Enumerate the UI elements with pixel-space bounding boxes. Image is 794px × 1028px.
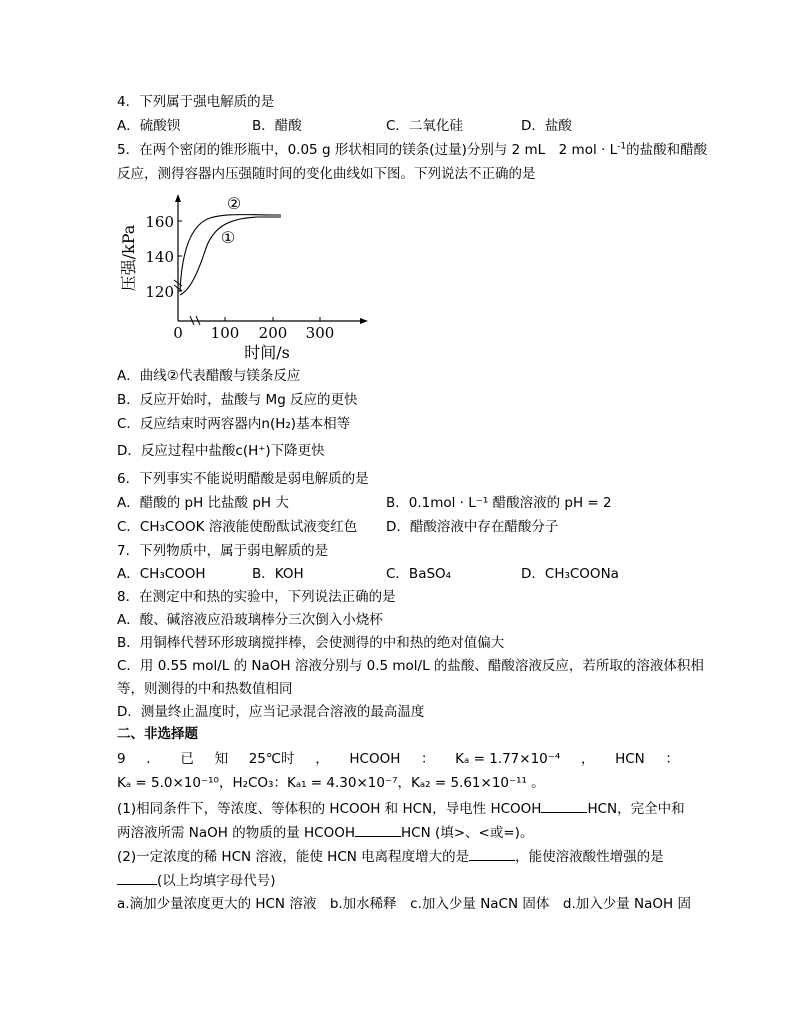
q6-option-a: A．醋酸的 pH 比盐酸 pH 大 xyxy=(117,495,289,511)
q9-p2-text-c: (以上均填字母代号) xyxy=(157,873,276,889)
q9-p2-text-b: ，能使溶液酸性增强的是 xyxy=(515,849,664,865)
y-tick-label-120: 120 xyxy=(145,283,174,301)
answer-blank-2[interactable] xyxy=(355,822,401,837)
q4-option-a: A．硫酸钡 xyxy=(117,118,181,134)
q9-part1-line2 xyxy=(117,822,533,843)
q4-option-d: D．盐酸 xyxy=(521,118,572,134)
q5-stem-line2: 反应，测得容器内压强随时间的变化曲线如下图。下列说法不正确的是 xyxy=(117,166,536,182)
q9-line2: Kₐ = 5.0×10⁻¹⁰，H₂CO₃：Kₐ₁ = 4.30×10⁻⁷，Kₐ₂ = 5.61×10⁻¹¹ 。 xyxy=(117,775,545,791)
q9-w9: ， xyxy=(580,751,595,767)
q9-part1-line1 xyxy=(117,798,685,819)
y-tick-label-140: 140 xyxy=(145,248,174,266)
q4-option-b: B．醋酸 xyxy=(252,118,302,134)
answer-blank-3[interactable] xyxy=(469,846,515,861)
q9-w5: ， xyxy=(315,751,329,767)
q9-w6: HCOOH xyxy=(349,751,401,767)
x-tick-label-300: 300 xyxy=(305,324,335,342)
q9-p1-text-c: 两溶液所需 NaOH 的物质的量 HCOOH xyxy=(117,825,356,841)
q5-stem-line1-end: 的盐酸和醋酸 xyxy=(626,142,708,158)
q9-w8: Kₐ = 1.77×10⁻⁴ xyxy=(455,751,561,767)
q8-stem: 8．在测定中和热的实验中，下列说法正确的是 xyxy=(117,589,396,605)
section-heading: 二、非选择题 xyxy=(117,726,198,742)
y-tick-label-160: 160 xyxy=(145,213,174,231)
q9-p1-text-b: HCN，完全中和 xyxy=(587,801,685,817)
q5-option-b: B．反应开始时，盐酸与 Mg 反应的更快 xyxy=(117,392,358,408)
q8-option-a: A．酸、碱溶液应沿玻璃棒分三次倒入小烧杯 xyxy=(117,612,383,628)
q5-stem-line1 xyxy=(117,140,707,160)
q9-w11: ： xyxy=(665,751,679,767)
q5-stem-unit-sup: -1 xyxy=(617,141,627,152)
q6-option-c: C．CH₃COOK 溶液能使酚酞试液变红色 xyxy=(117,519,358,535)
q9-w2: 已 xyxy=(180,751,194,767)
y-axis-label: 压强/kPa xyxy=(119,224,138,292)
q5-stem-line1-text: 5．在两个密闭的锥形瓶中，0.05 g 形状相同的镁条(过量)分别与 2 mL 2 mol · L xyxy=(117,142,618,158)
answer-blank-4[interactable] xyxy=(117,870,157,885)
q9-part2-line1 xyxy=(117,846,664,867)
curve-label-1: ① xyxy=(220,228,236,247)
q9-part2-line2 xyxy=(117,870,276,891)
q6-option-b: B．0.1mol · L⁻¹ 醋酸溶液的 pH = 2 xyxy=(386,495,612,511)
q5-option-d: D．反应过程中盐酸c(H⁺)下降更快 xyxy=(117,443,325,459)
q6-option-d: D．醋酸溶液中存在醋酸分子 xyxy=(386,519,559,535)
x-tick-label-100: 100 xyxy=(210,324,240,342)
y-axis-arrow xyxy=(175,194,181,202)
x-tick-label-0: 0 xyxy=(173,324,183,342)
q9-number: 9 xyxy=(117,751,126,767)
pressure-time-graph xyxy=(118,188,378,363)
q9-part2-options: a.滴加少量浓度更大的 HCN 溶液 b.加水稀释 c.加入少量 NaCN 固体 d.加入少量 NaOH 固 xyxy=(117,896,691,912)
q7-option-a: A．CH₃COOH xyxy=(117,566,206,582)
curve-label-2: ② xyxy=(226,194,242,213)
q9-p1-text-d: HCN (填>、<或=)。 xyxy=(401,825,534,841)
q9-w7: ： xyxy=(421,751,435,767)
q9-w4: 25℃时 xyxy=(248,751,295,767)
q9-p1-text-a: (1)相同条件下，等浓度、等体积的 HCOOH 和 HCN，导电性 HCOOH xyxy=(117,801,542,817)
q9-line1 xyxy=(117,749,679,769)
q9-w10: HCN xyxy=(615,751,645,767)
q7-option-d: D．CH₃COONa xyxy=(521,566,619,582)
q9-w1: ． xyxy=(146,751,160,767)
x-axis-arrow xyxy=(360,318,368,324)
q6-stem: 6．下列事实不能说明醋酸是弱电解质的是 xyxy=(117,471,369,487)
q4-stem: 4．下列属于强电解质的是 xyxy=(117,94,275,110)
q7-option-b: B．KOH xyxy=(252,566,304,582)
q5-option-c: C．反应结束时两容器内n(H₂)基本相等 xyxy=(117,416,351,432)
q9-p2-text-a: (2)一定浓度的稀 HCN 溶液，能使 HCN 电离程度增大的是 xyxy=(117,849,470,865)
curve-2 xyxy=(180,215,281,291)
q8-option-c-line1: C．用 0.55 mol/L 的 NaOH 溶液分别与 0.5 mol/L 的盐酸、醋酸溶液反应，若所取的溶液体积相 xyxy=(117,658,704,674)
q7-option-c: C．BaSO₄ xyxy=(386,566,452,582)
q8-option-b: B．用铜棒代替环形玻璃搅拌棒，会使测得的中和热的绝对值偏大 xyxy=(117,635,505,651)
x-axis-label: 时间/s xyxy=(244,343,290,362)
x-tick-label-200: 200 xyxy=(258,324,288,342)
q7-stem: 7．下列物质中，属于弱电解质的是 xyxy=(117,543,329,559)
q8-option-c-line2: 等，则测得的中和热数值相同 xyxy=(117,681,293,697)
q9-w3: 知 xyxy=(214,751,229,767)
q4-option-c: C．二氧化硅 xyxy=(386,118,463,134)
answer-blank-1[interactable] xyxy=(541,798,587,813)
q5-option-a: A．曲线②代表醋酸与镁条反应 xyxy=(117,368,301,384)
q8-option-d: D．测量终止温度时，应当记录混合溶液的最高温度 xyxy=(117,704,425,720)
